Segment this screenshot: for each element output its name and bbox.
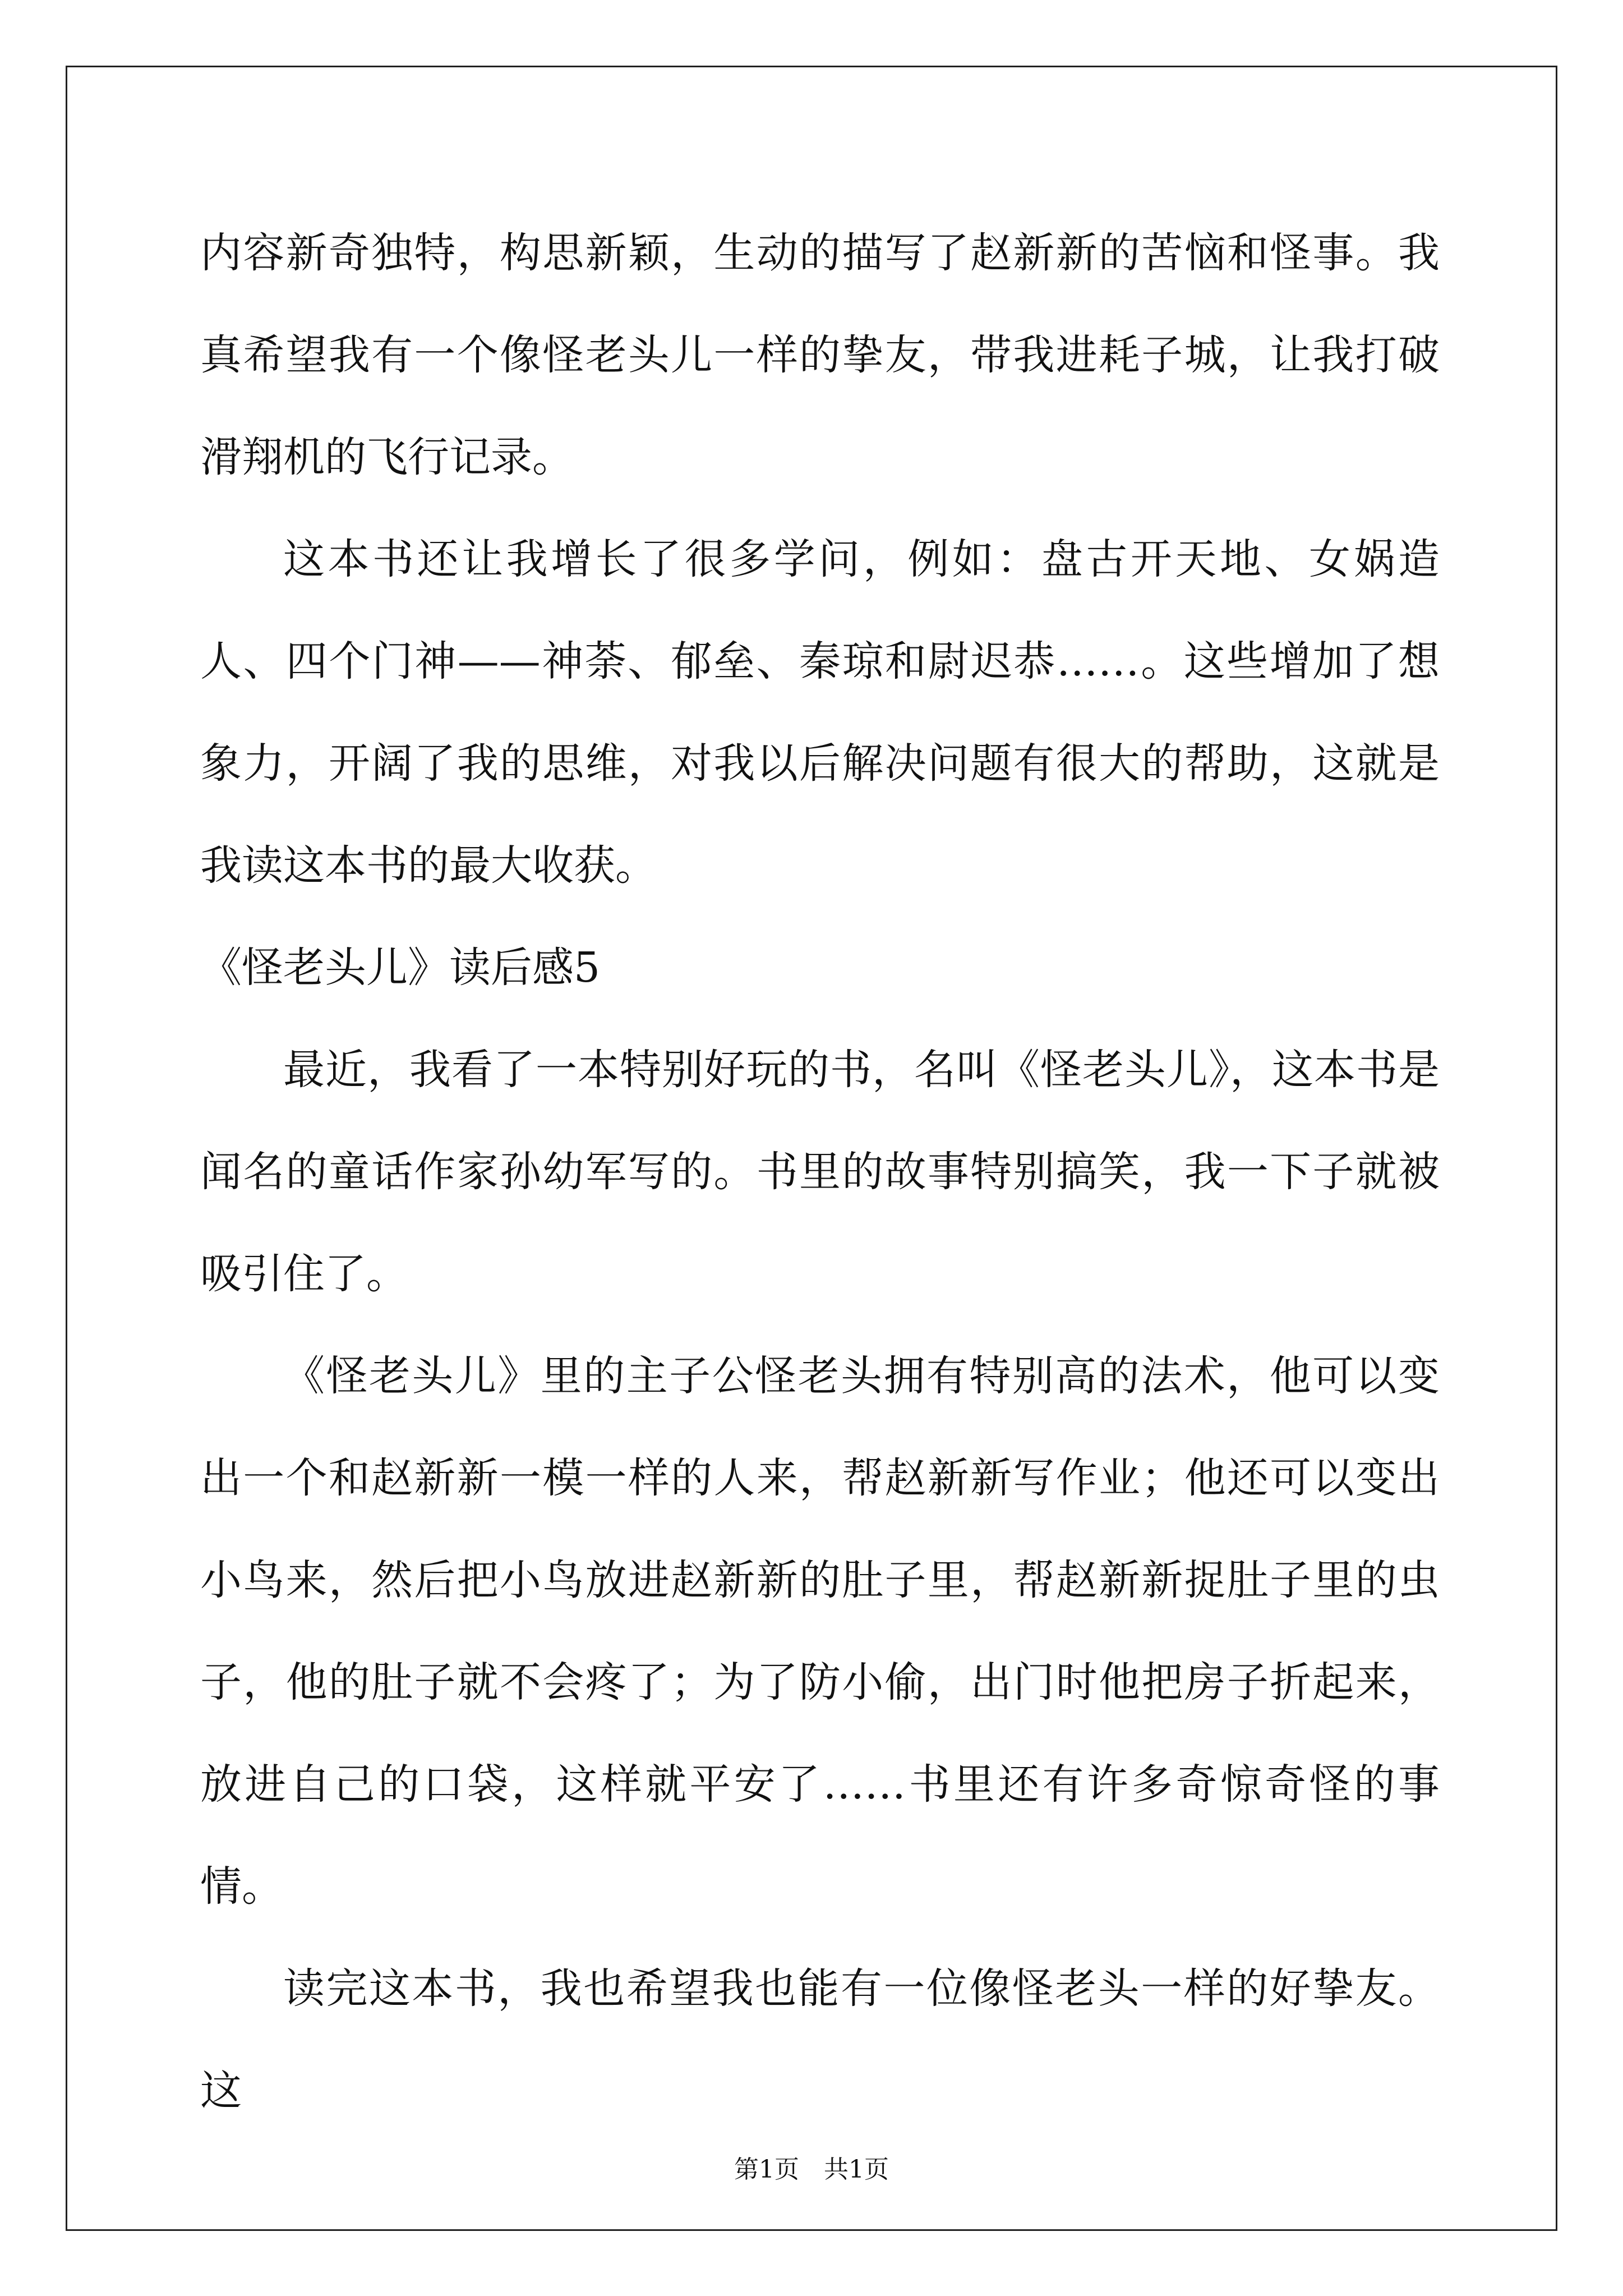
paragraph-5: 读完这本书，我也希望我也能有一位像怪老头一样的好挚友。这	[200, 1964, 1440, 2115]
paragraph-3: 最近，我看了一本特别好玩的书，名叫《怪老头儿》，这本书是闻名的童话作家孙幼军写的。书里的故事特别搞笑，我一下子就被吸引住了。	[200, 1046, 1440, 1298]
paragraph-2: 这本书还让我增长了很多学问，例如：盘古开天地、女娲造人、四个门神——神荼、郁垒、秦琼和尉迟恭……。这些增加了想象力，开阔了我的思维，对我以后解决问题有很大的帮助，这就是我读这本书的最大收获。	[200, 535, 1440, 890]
paragraph-1: 内容新奇独特，构思新颖，生动的描写了赵新新的苦恼和怪事。我真希望我有一个像怪老头儿一样的挚友，带我进耗子城，让我打破滑翔机的飞行记录。	[200, 229, 1440, 481]
paragraph-4: 《怪老头儿》里的主子公怪老头拥有特别高的法术，他可以变出一个和赵新新一模一样的人来，帮赵新新写作业；他还可以变出小鸟来，然后把小鸟放进赵新新的肚子里，帮赵新新捉肚子里的虫子，他的肚子就不会疼了；为了防小偷，出门时他把房子折起来，放进自己的口袋，这样就平安了……书里还有许多奇惊奇怪的事情。	[200, 1352, 1440, 1911]
section-heading: 《怪老头儿》读后感5	[200, 944, 601, 992]
document-body	[200, 202, 1440, 2142]
page-number-footer: 第1页 共1页	[734, 2155, 889, 2184]
